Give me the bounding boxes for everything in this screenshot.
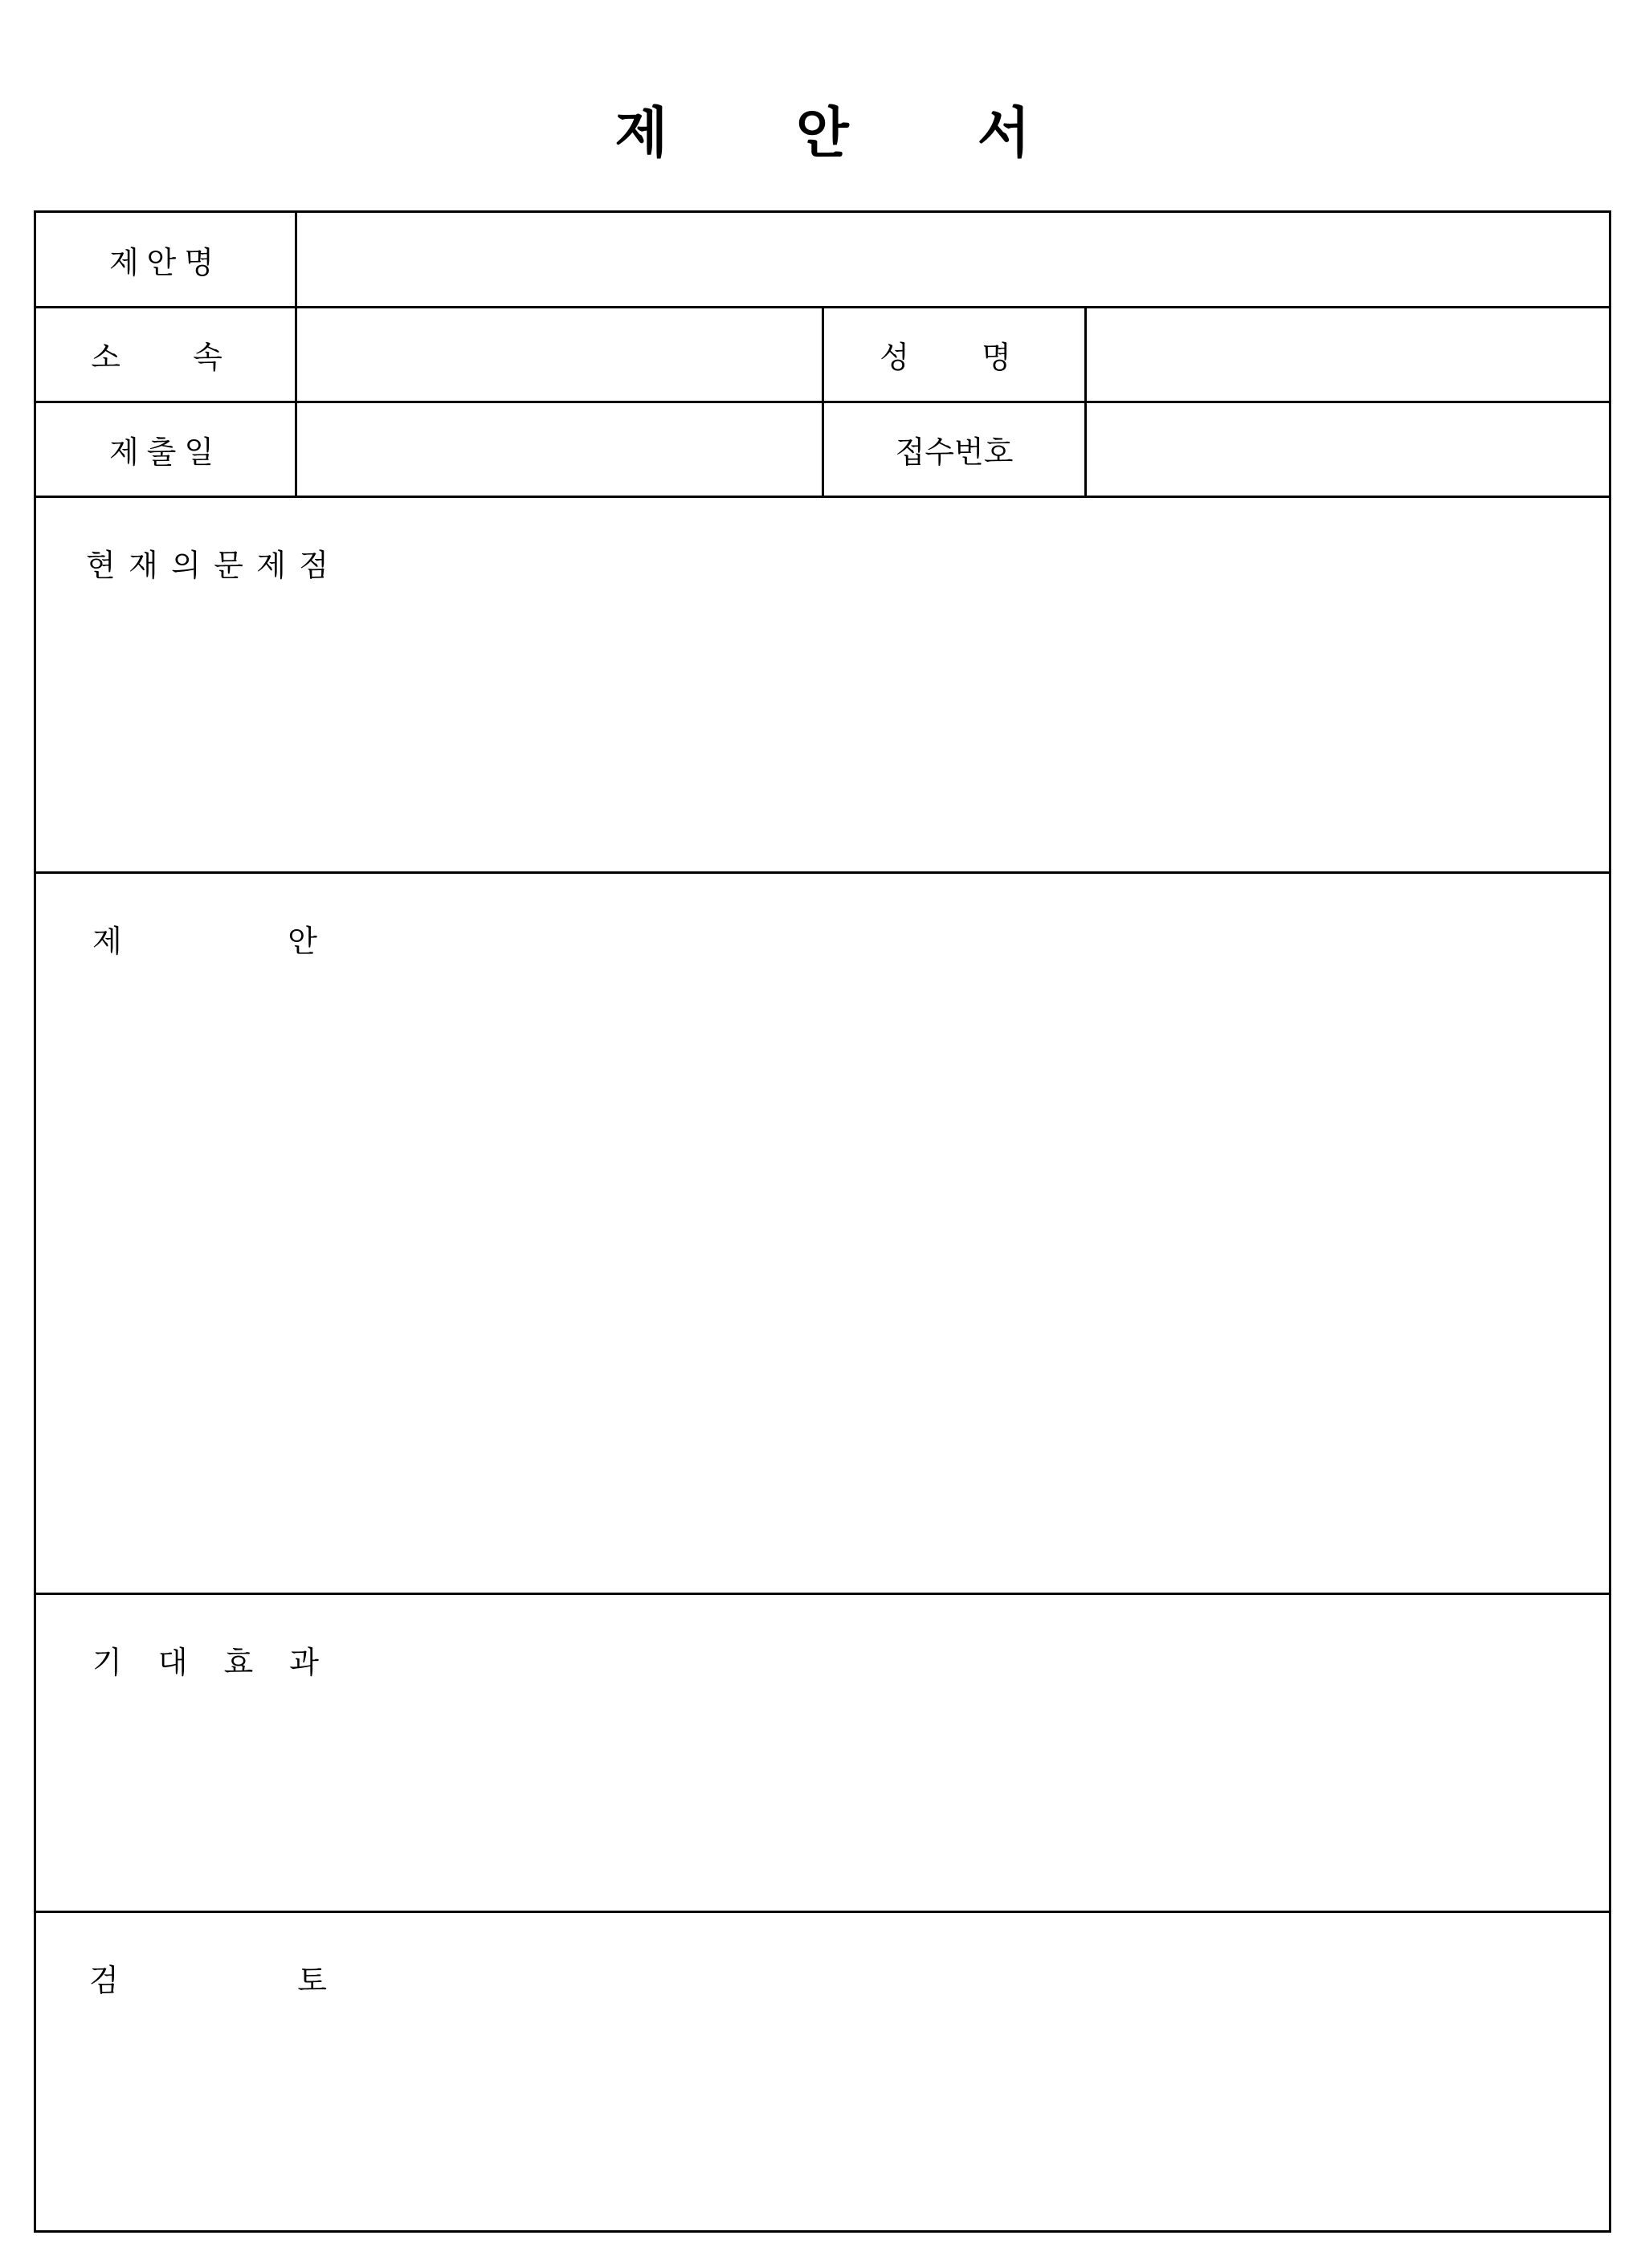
proposal-form-table — [34, 210, 1611, 2233]
review-label — [89, 1956, 327, 2000]
label-char: 현 — [86, 548, 116, 583]
submit-date-field[interactable] — [297, 403, 822, 496]
label-char: 토 — [297, 1963, 327, 1998]
label-char: 대 — [157, 1645, 188, 1680]
expected-effect-content[interactable] — [36, 1695, 1609, 1909]
proposal-content[interactable] — [36, 976, 1609, 1591]
label-char: 과 — [289, 1645, 319, 1680]
label-char: 검 — [89, 1963, 119, 1998]
current-problem-label — [86, 540, 329, 585]
department-field[interactable] — [297, 308, 822, 401]
row-divider — [36, 496, 1609, 498]
title-char: 서 — [977, 101, 1031, 165]
name-field[interactable] — [1087, 308, 1609, 401]
label-char: 효 — [223, 1645, 254, 1680]
section-divider — [36, 871, 1609, 874]
name-label: 성 명 — [880, 340, 1029, 375]
proposal-name-field[interactable] — [297, 213, 1609, 306]
label-char: 제 — [256, 548, 286, 583]
label-char: 의 — [171, 548, 201, 583]
receipt-number-label: 접수번호 — [895, 434, 1014, 470]
current-problem-content[interactable] — [36, 598, 1609, 870]
title-char: 제 — [614, 101, 668, 165]
label-char: 문 — [214, 548, 243, 583]
review-content[interactable] — [36, 2013, 1609, 2229]
submit-date-label: 제출일 — [108, 434, 222, 470]
label-char: 안 — [288, 924, 317, 959]
label-char: 제 — [92, 924, 122, 959]
receipt-number-field[interactable] — [1087, 403, 1609, 496]
title-char: 안 — [796, 101, 849, 165]
section-divider — [36, 1911, 1609, 1913]
department-label: 소 속 — [91, 340, 240, 375]
document-title — [0, 88, 1645, 169]
label-char: 기 — [92, 1645, 122, 1680]
proposal-name-label: 제안명 — [108, 244, 222, 280]
section-divider — [36, 1593, 1609, 1595]
label-char: 점 — [299, 548, 329, 583]
proposal-label — [92, 916, 317, 961]
label-char: 재 — [129, 548, 158, 583]
expected-effect-label — [92, 1638, 319, 1682]
